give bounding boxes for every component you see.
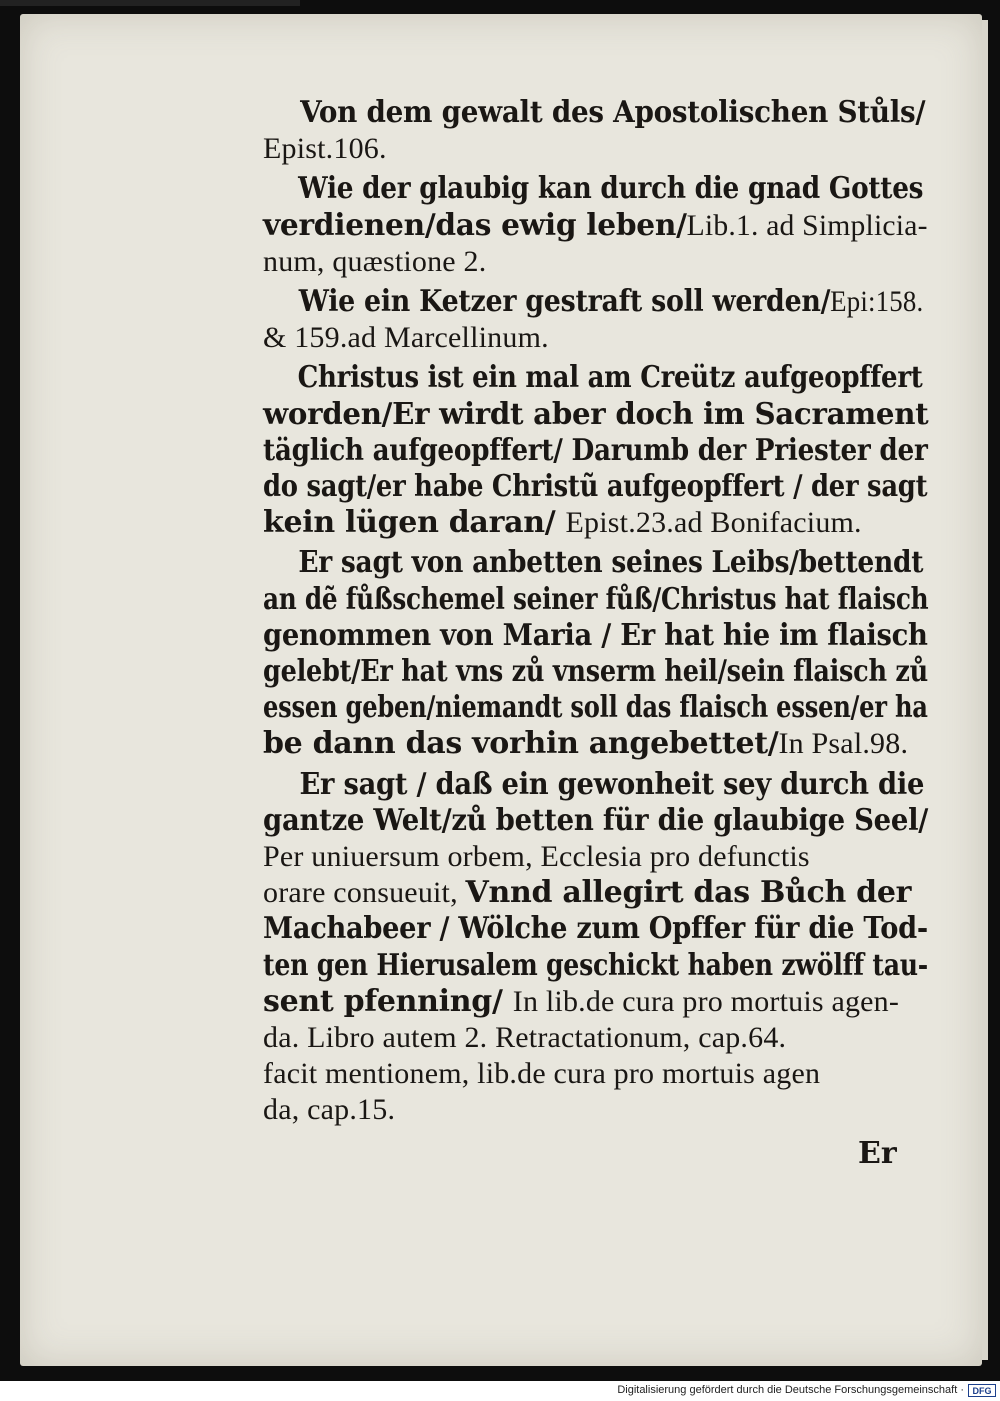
- roman-citation: facit mentionem, lib.de cura pro mortuis agen: [263, 1057, 821, 1091]
- text-line: [263, 469, 928, 505]
- blackletter-text: gelebt/Er hat vns zů vnserm heil/sein flaisch zů: [263, 654, 928, 690]
- text-line: [263, 171, 924, 207]
- footer-bar: [0, 1381, 1000, 1401]
- blackletter-text: an dẽ fůßschemel seiner fůß/Christus hat flaisch: [263, 581, 929, 617]
- roman-citation: In Psal.98.: [778, 727, 909, 761]
- blackletter-text: worden/Er wirdt aber doch im Sacrament: [263, 396, 929, 432]
- blackletter-text: Wie der glaubig kan durch die gnad Gottes: [298, 171, 924, 207]
- text-line: [263, 131, 928, 167]
- text-line: [263, 1020, 928, 1056]
- text-line: [263, 726, 928, 762]
- blackletter-text: gantze Welt/zů betten für die glaubige Seel/: [263, 802, 929, 838]
- blackletter-text: Vnnd allegirt das Bůch der: [465, 875, 912, 911]
- text-line: [263, 581, 929, 618]
- blackletter-text: do sagt/er habe Christũ aufgeopffert / der sagt: [263, 469, 928, 505]
- text-line: [263, 284, 924, 320]
- text-line: [263, 320, 928, 356]
- text-line: [263, 766, 925, 803]
- blackletter-text: genommen von Maria / Er hat hie im flaisch: [263, 617, 928, 653]
- roman-citation: Epi:158.: [830, 285, 924, 319]
- text-line: [263, 432, 928, 469]
- roman-citation: num, quæstione 2.: [263, 244, 487, 278]
- text-line: [263, 1092, 928, 1128]
- text-line: [263, 207, 928, 244]
- blackletter-text: Er sagt von anbetten seines Leibs/bettendt: [298, 545, 924, 581]
- text-line: [263, 839, 928, 875]
- blackletter-text: be dann das vorhin angebettet/: [263, 726, 779, 762]
- blackletter-text: Wie ein Ketzer gestraft soll werden/: [298, 284, 831, 320]
- blackletter-text: Christus ist ein mal am Creütz aufgeopffert: [297, 360, 923, 396]
- text-line: [263, 95, 926, 131]
- roman-citation: Per uniuersum orbem, Ecclesia pro defunctis: [263, 840, 810, 874]
- text-line: [263, 690, 928, 726]
- roman-citation: Lib.1. ad Simplicia-: [686, 208, 928, 242]
- text-line: [263, 984, 928, 1020]
- text-line: [263, 617, 928, 654]
- funding-credit: Digitalisierung gefördert durch die Deutsche Forschungsgemeinschaft ·: [617, 1384, 964, 1396]
- text-line: [263, 911, 928, 947]
- dfg-logo-icon: DFG: [968, 1384, 996, 1397]
- blackletter-text: Machabeer / Wölche zum Opffer für die Tod-: [263, 911, 928, 947]
- roman-citation: In lib.de cura pro mortuis agen-: [512, 984, 900, 1018]
- page-edge: [982, 20, 988, 1360]
- blackletter-text: verdienen/das ewig leben/: [263, 207, 687, 243]
- text-line: [263, 505, 928, 541]
- blackletter-text: kein lügen daran/: [263, 505, 566, 541]
- text-line: [263, 244, 928, 280]
- text-line: [263, 802, 929, 839]
- text-line: [263, 875, 928, 911]
- roman-citation: Epist.23.ad Bonifacium.: [565, 506, 862, 540]
- text-line: [263, 654, 928, 690]
- blackletter-text: ten gen Hierusalem geschickt haben zwölff tau-: [263, 947, 928, 983]
- catchword: Er: [858, 1136, 897, 1171]
- roman-citation: orare consueuit,: [263, 876, 466, 910]
- scan-top-edge: [0, 0, 300, 6]
- blackletter-text: Er sagt / daß ein gewonheit sey durch die: [299, 766, 925, 802]
- roman-citation: da, cap.15.: [263, 1093, 396, 1127]
- blackletter-text: essen geben/niemandt soll das flaisch essen/er ha: [263, 690, 928, 726]
- roman-citation: da. Libro autem 2. Retractationum, cap.64.: [263, 1021, 787, 1055]
- roman-citation: & 159.ad Marcellinum.: [263, 321, 549, 355]
- page-text-block: [263, 95, 928, 1129]
- text-line: [263, 360, 923, 396]
- roman-citation: Epist.106.: [263, 132, 387, 166]
- blackletter-text: täglich aufgeopffert/ Darumb der Priester der: [263, 432, 928, 468]
- blackletter-text: sent pfenning/: [263, 983, 513, 1019]
- text-line: [263, 396, 929, 433]
- blackletter-text: Von dem gewalt des Apostolischen Stůls/: [300, 95, 926, 130]
- text-line: [263, 1056, 928, 1092]
- text-line: [263, 947, 928, 984]
- text-line: [263, 545, 924, 581]
